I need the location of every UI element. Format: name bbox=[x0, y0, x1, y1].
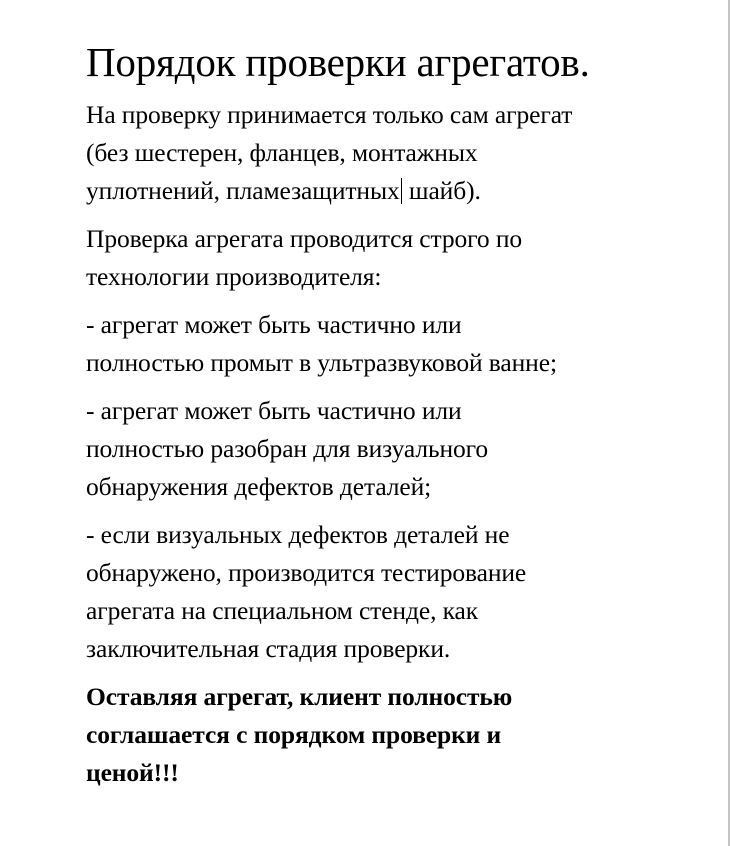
text-line: (без шестерен, фланцев, монтажных bbox=[86, 138, 478, 167]
client-agreement-notice bbox=[86, 678, 686, 792]
text-line: полностью промыт в ультразвуковой ванне; bbox=[86, 348, 557, 377]
text-line: Оставляя агрегат, клиент полностью bbox=[86, 682, 513, 711]
paragraph-disassembly bbox=[86, 392, 686, 506]
text-line: - если визуальных дефектов деталей не bbox=[86, 520, 510, 549]
text-line: полностью разобран для визуального bbox=[86, 434, 489, 463]
text-segment: шайб). bbox=[402, 176, 481, 205]
text-line: обнаружения дефектов деталей; bbox=[86, 472, 432, 501]
text-segment: уплотнений, пламезащитных bbox=[86, 176, 400, 205]
text-line: агрегата на специальном стенде, как bbox=[86, 596, 479, 625]
document-body[interactable] bbox=[86, 36, 686, 802]
text-line-with-caret bbox=[86, 172, 686, 210]
paragraph-bench-testing bbox=[86, 516, 686, 668]
text-cursor bbox=[401, 178, 402, 204]
document-title: Порядок проверки агрегатов. bbox=[86, 39, 590, 85]
text-line: - агрегат может быть частично или bbox=[86, 396, 462, 425]
text-line: - агрегат может быть частично или bbox=[86, 310, 462, 339]
text-line: На проверку принимается только сам агрегат bbox=[86, 100, 573, 129]
text-line: Проверка агрегата проводится строго по bbox=[86, 224, 523, 253]
text-line: соглашается с порядком проверки и bbox=[86, 720, 502, 749]
text-line: технологии производителя: bbox=[86, 262, 382, 291]
paragraph-ultrasonic-cleaning bbox=[86, 306, 686, 382]
text-line: обнаружено, производится тестирование bbox=[86, 558, 527, 587]
text-line: ценой!!! bbox=[86, 758, 179, 787]
paragraph-acceptance bbox=[86, 96, 686, 210]
paragraph-procedure-intro bbox=[86, 220, 686, 296]
text-line: заключительная стадия проверки. bbox=[86, 634, 451, 663]
